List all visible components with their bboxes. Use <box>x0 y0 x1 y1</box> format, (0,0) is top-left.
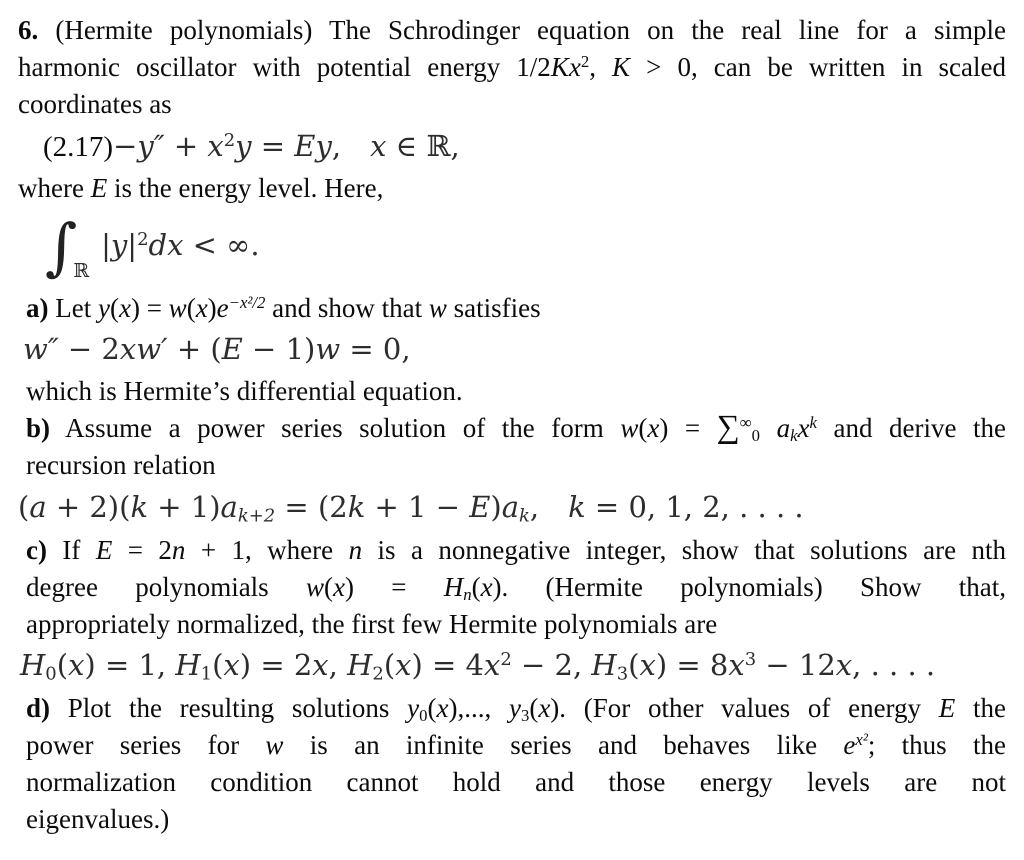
integral-sign: ∫ <box>45 210 78 283</box>
hermite-differential-equation: w″ − 2xw′ + (E − 1)w = 0, <box>23 332 411 366</box>
part-a-note: which is Hermite’s differential equation. <box>26 376 463 406</box>
recursion-relation-equation: $(a + 2)(k + 1)a_{k+2} = (2k + 1 - E)a_k$, k = 0, 1, 2, . . . . <box>18 490 804 527</box>
normalization-integral <box>18 212 1006 286</box>
part-c-statement: c) If E = 2n + 1, where n is a nonnegative integer, show that solutions are nth degree polynomials $w(x) = H_n(x)$. (Hermite polynomials) Show that, appropriately normalized, the first few Hermite polynomials are <box>26 535 1006 639</box>
part-d-statement: d) Plot the resulting solutions $y_0(x)$,..., $y_3(x)$. (For other values of energy E the power series for w is an infinite series and behaves like $e^{x^2}$; thus the normalization condition cannot hold and those energy levels are not eigenvalues.) <box>26 693 1006 834</box>
hermite-polynomials-list: $H_0(x) = 1$, $H_1(x) = 2x$, $H_2(x) = 4x^2 - 2$, $H_3(x) = 8x^3 - 12x$, . . . . <box>20 648 936 685</box>
integral-expression: $|y|^2dx$ < ∞. <box>101 228 260 262</box>
part-a-statement: a) Let $y(x) = w(x)e^{-x^2/2}$ and show that w satisfies <box>26 292 541 323</box>
problem-intro-paragraph: 6. (Hermite polynomials) The Schrodinger equation on the real line for a simple harmonic oscillator with potential energy 1/2Kx$^2$, K > 0, can be written in scaled coordinates as <box>18 15 1007 119</box>
part-b-statement: b) Assume a power series solution of the form $w(x) = \sum^\infty_0$ $a_kx^k$ and derive the recursion relation <box>26 409 1007 480</box>
equation-2-17: $(2.17)-y'' + x^2y = Ey$, x ∈ ℝ, <box>43 129 460 163</box>
where-energy-level-line: where E is the energy level. Here, <box>18 173 384 203</box>
integral-domain-real-line: ℝ <box>73 260 90 282</box>
